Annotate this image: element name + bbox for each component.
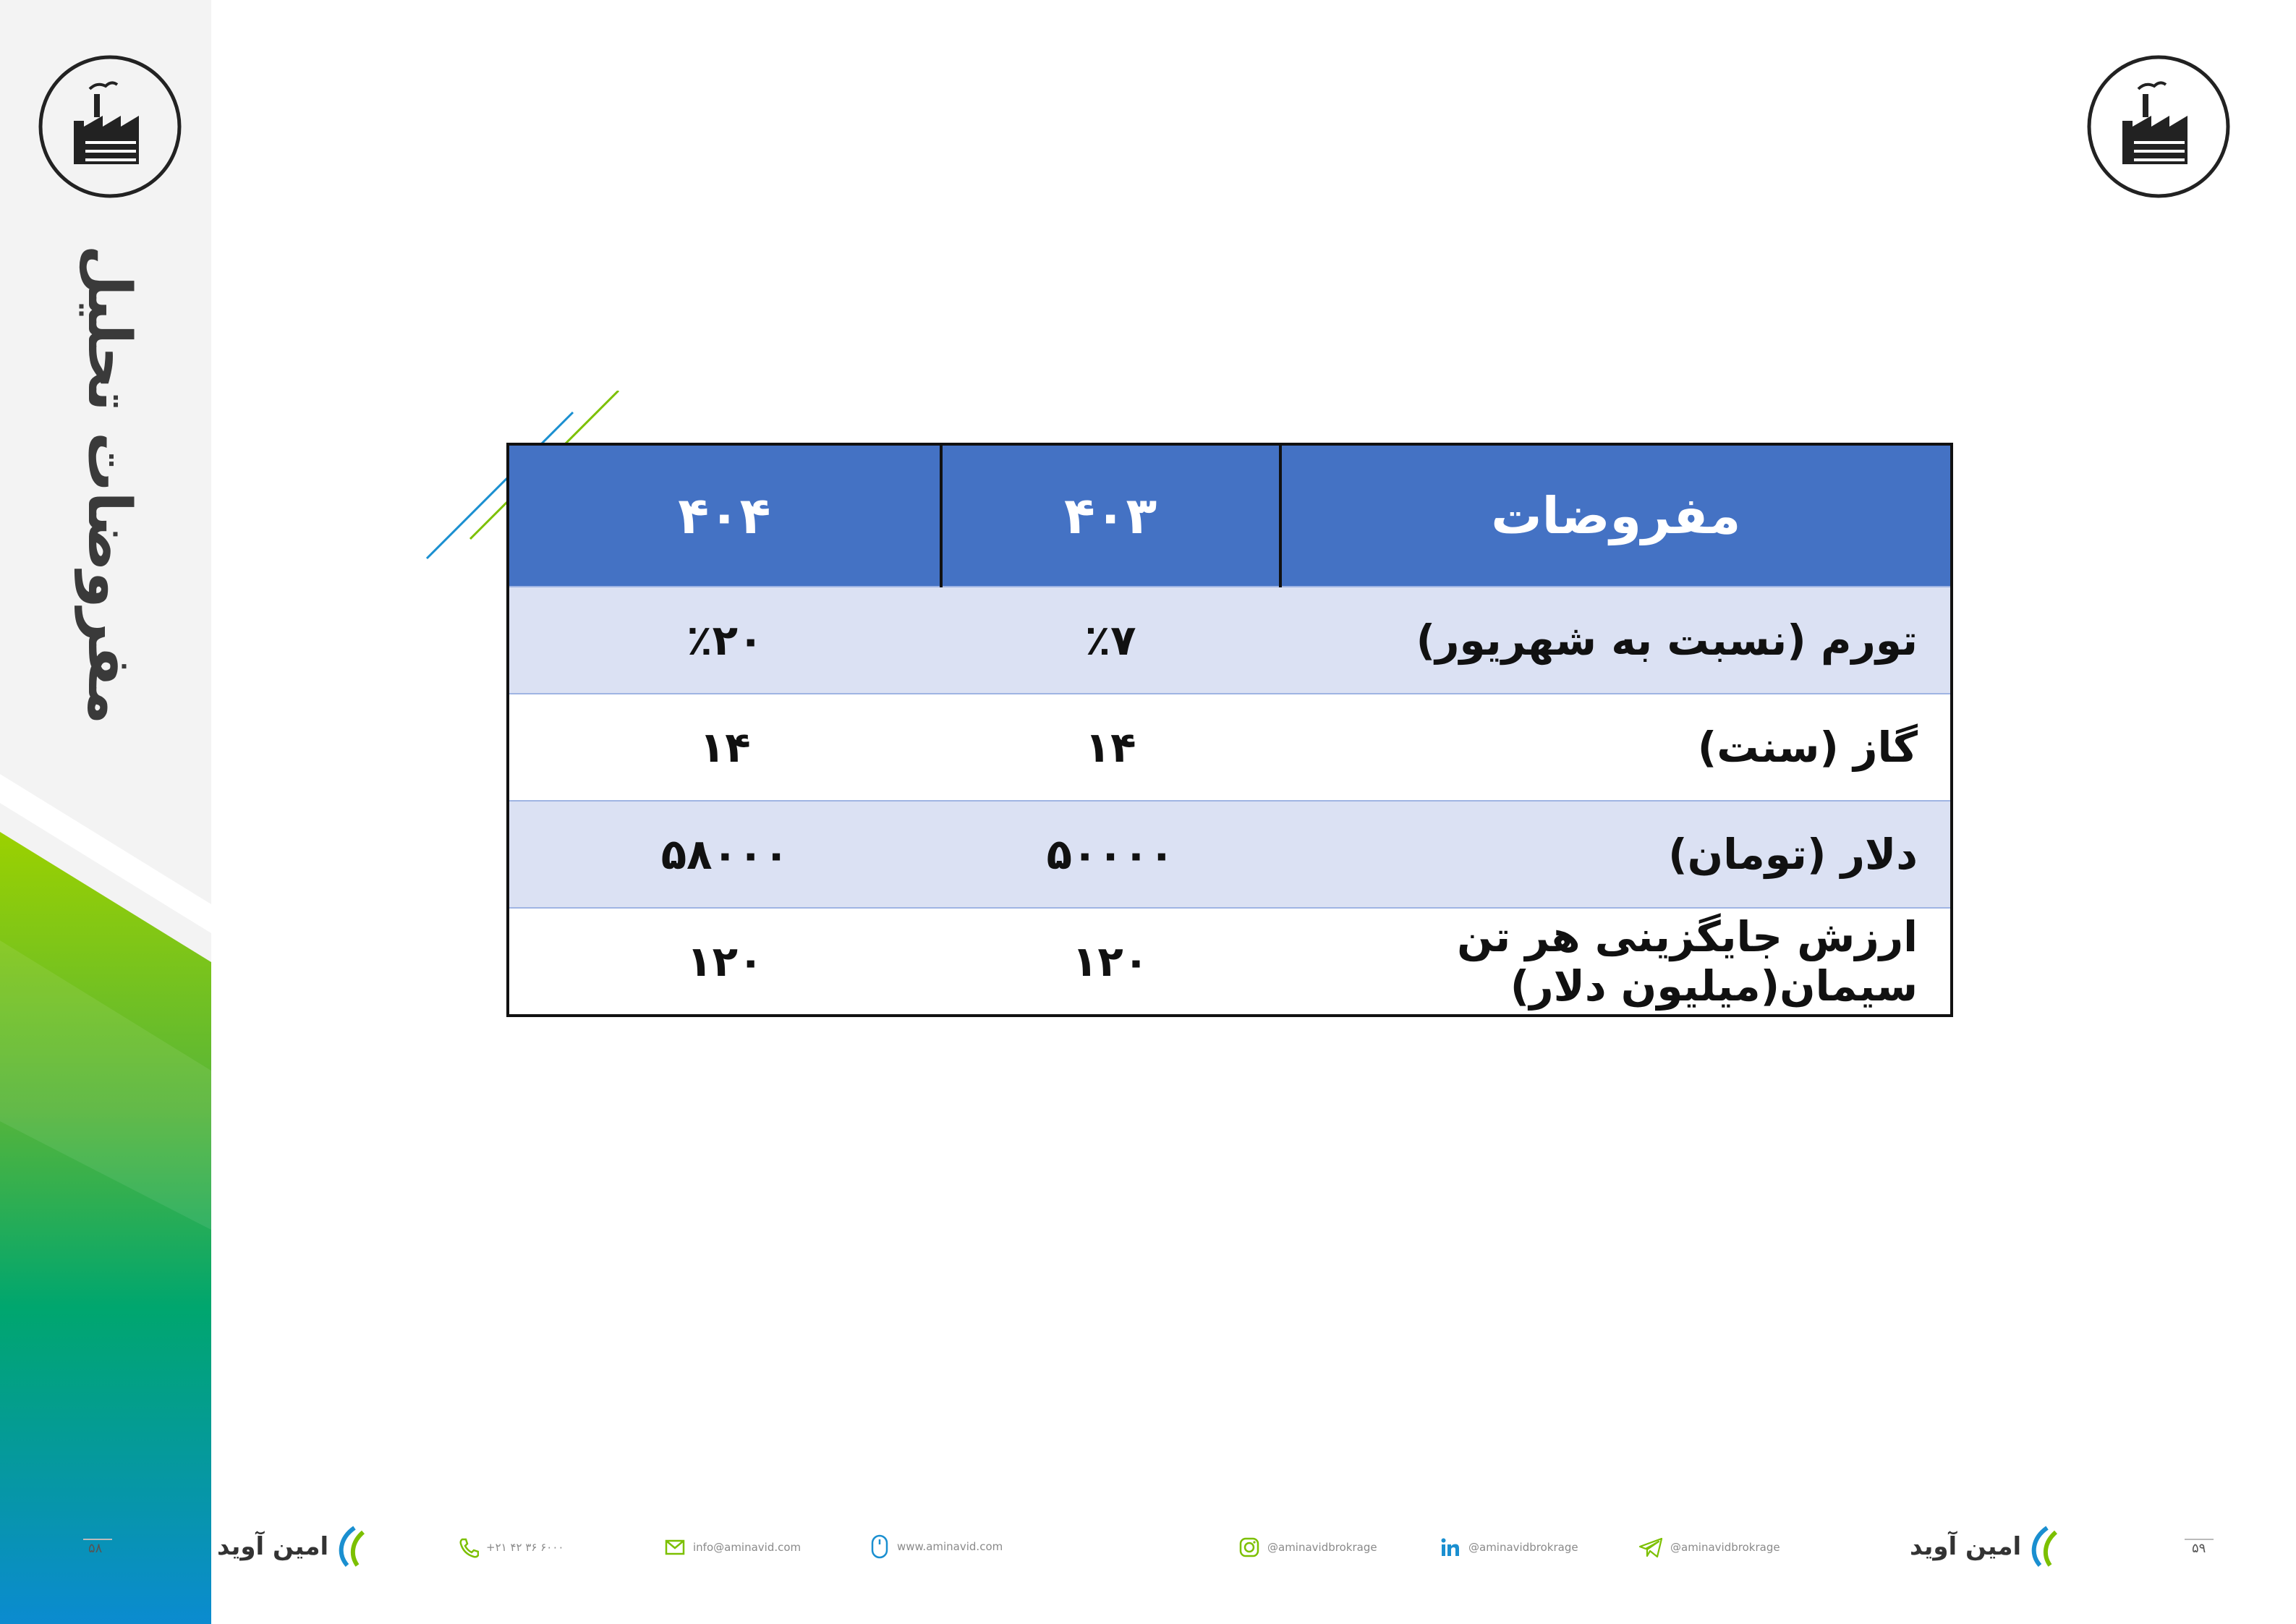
assumptions-table	[506, 443, 1953, 1017]
footer-brand-right	[1910, 1525, 2062, 1568]
header-assumptions: مفروضات	[1280, 444, 1952, 587]
brand-logo-icon	[333, 1525, 369, 1568]
mail-icon	[664, 1536, 686, 1558]
phone-icon	[457, 1536, 479, 1558]
row-label: گاز (سنت)	[1280, 694, 1952, 801]
telegram-text: @aminavidbrokrage	[1670, 1541, 1780, 1554]
phone-text: +۲۱ ۴۲ ۳۶ ۶۰۰۰	[486, 1541, 564, 1554]
cell-403: ٪۷	[941, 587, 1280, 694]
cell-404: ۱۲۰	[508, 908, 941, 1016]
brand-name: امین آوید	[1910, 1532, 2022, 1561]
row-label: تورم (نسبت به شهریور)	[1280, 587, 1952, 694]
footer-telegram[interactable]	[1638, 1536, 1780, 1558]
table-row	[508, 801, 1952, 908]
cell-404: ٪۲۰	[508, 587, 941, 694]
table-header-row	[508, 444, 1952, 587]
brand-name: امین آوید	[217, 1532, 329, 1561]
page-number-line	[83, 1539, 112, 1540]
header-403: ۴۰۳	[941, 444, 1280, 587]
instagram-icon	[1238, 1536, 1260, 1558]
instagram-text: @aminavidbrokrage	[1267, 1541, 1377, 1554]
page-number-line	[2185, 1539, 2214, 1540]
sidebar	[0, 0, 211, 1624]
page-title: مفروضات تحلیل	[75, 245, 143, 725]
website-text: www.aminavid.com	[897, 1540, 1003, 1553]
telegram-icon	[1638, 1536, 1663, 1558]
linkedin-icon	[1440, 1536, 1461, 1558]
footer-phone[interactable]	[457, 1536, 564, 1558]
brand-logo-icon	[2025, 1525, 2062, 1568]
cell-404: ۱۴	[508, 694, 941, 801]
linkedin-text: @aminavidbrokrage	[1468, 1541, 1578, 1554]
cell-404: ۵۸۰۰۰	[508, 801, 941, 908]
cell-403: ۱۴	[941, 694, 1280, 801]
row-label: دلار (تومان)	[1280, 801, 1952, 908]
footer-email[interactable]	[664, 1536, 801, 1558]
footer-brand-left	[217, 1525, 369, 1568]
cell-403: ۱۲۰	[941, 908, 1280, 1016]
footer-linkedin[interactable]	[1440, 1536, 1578, 1558]
mouse-icon	[869, 1534, 890, 1560]
cell-403: ۵۰۰۰۰	[941, 801, 1280, 908]
factory-logo-icon	[2086, 54, 2231, 199]
right-page-number: ۵۹	[2192, 1541, 2206, 1556]
table-row	[508, 587, 1952, 694]
header-404: ۴۰۴	[508, 444, 941, 587]
email-text: info@aminavid.com	[693, 1541, 802, 1554]
left-page-number: ۵۸	[88, 1541, 103, 1556]
row-label: ارزش جایگزینی هر تن سیمان(میلیون دلار)	[1280, 908, 1952, 1016]
table-row	[508, 908, 1952, 1016]
footer-website[interactable]	[869, 1534, 1003, 1560]
table-row	[508, 694, 1952, 801]
footer-instagram[interactable]	[1238, 1536, 1377, 1558]
